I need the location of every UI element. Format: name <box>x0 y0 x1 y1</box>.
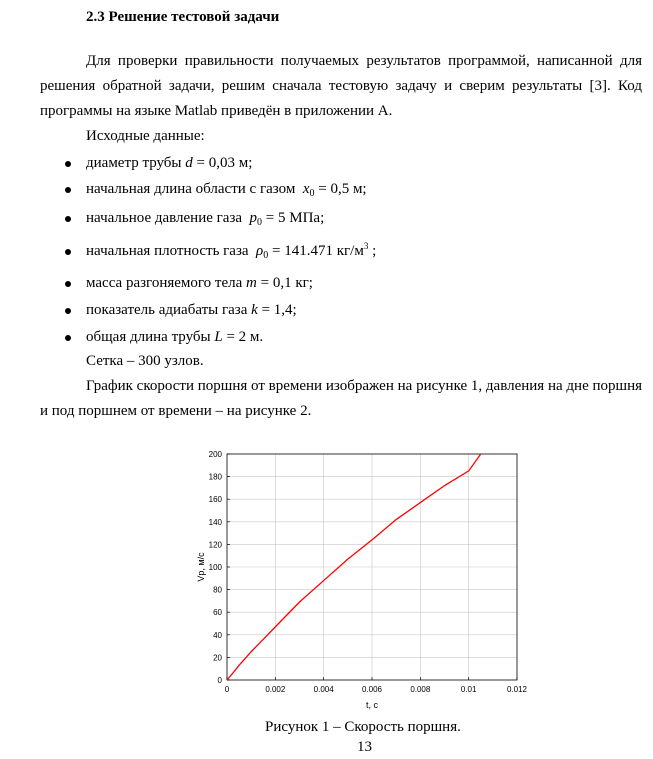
x-tick-label: 0.006 <box>361 685 383 694</box>
x-tick-label: 0.01 <box>460 685 477 694</box>
bullet-icon <box>65 216 71 222</box>
bullet-icon <box>65 308 71 314</box>
y-tick-label: 80 <box>213 585 222 595</box>
x-axis-label: t, c <box>365 700 379 710</box>
list-item-length: начальная длина области с газом $x_0 = 0,5$ м; <box>86 181 367 199</box>
graph-para-line-1: График скорости поршня от времени изображен на рисунке 1, давления на дне поршня <box>86 378 642 394</box>
list-item-density: начальная плотность газа $\rho_0 = 141.471$ $кг/м^3$ ; <box>86 241 377 261</box>
initial-data-label: Исходные данные: <box>86 128 205 144</box>
intro-line-3: программы на языке Matlab приведён в приложении А. <box>40 103 393 119</box>
y-tick-label: 0 <box>217 676 222 685</box>
x-tick-label: 0.004 <box>313 685 334 694</box>
y-tick-label: 180 <box>208 472 222 482</box>
graph-para-line-2: и под поршнем от времени – на рисунке 2. <box>40 403 312 419</box>
y-tick-label: 40 <box>213 630 222 640</box>
x-tick-label: 0.012 <box>506 685 528 694</box>
y-axis-label: Vp, м/с <box>196 552 206 582</box>
y-tick-label: 60 <box>213 608 222 618</box>
y-tick-label: 140 <box>208 517 222 527</box>
y-tick-label: 120 <box>208 540 222 550</box>
list-item-tube-length: общая длина трубы L = 2 м. <box>86 329 264 345</box>
x-tick-label: 0 <box>224 685 230 694</box>
y-tick-label: 100 <box>208 563 222 572</box>
list-item-adiabatic: показатель адиабаты газа k = 1,4; <box>86 302 297 318</box>
y-tick-label: 200 <box>208 450 222 459</box>
bullet-icon <box>65 335 71 341</box>
x-tick-label: 0.002 <box>265 685 286 694</box>
page-number: 13 <box>357 739 372 755</box>
grid-text: Сетка – 300 узлов. <box>86 353 204 369</box>
y-tick-label: 160 <box>208 495 222 505</box>
intro-line-2: решения обратной задачи, решим сначала тестовую задачу и сверим результаты [3]. Код <box>40 78 642 94</box>
bullet-icon <box>65 281 71 287</box>
bullet-icon <box>65 187 71 193</box>
list-item-mass: масса разгоняемого тела m = 0,1 кг; <box>86 275 313 291</box>
list-item-pressure: начальное давление газа $p_0 = 5$ МПа; <box>86 210 325 228</box>
bullet-icon <box>65 161 71 167</box>
y-tick-label: 20 <box>213 653 222 663</box>
list-item-diameter: диаметр трубы d = 0,03 м; <box>86 155 253 171</box>
figure-caption: Рисунок 1 – Скорость поршня. <box>265 719 461 735</box>
bullet-icon <box>65 249 71 255</box>
section-heading: 2.3 Решение тестовой задачи <box>86 9 280 25</box>
x-tick-label: 0.008 <box>410 685 431 694</box>
intro-line-1: Для проверки правильности получаемых результатов программой, написанной для <box>86 53 642 69</box>
velocity-chart <box>180 444 540 714</box>
